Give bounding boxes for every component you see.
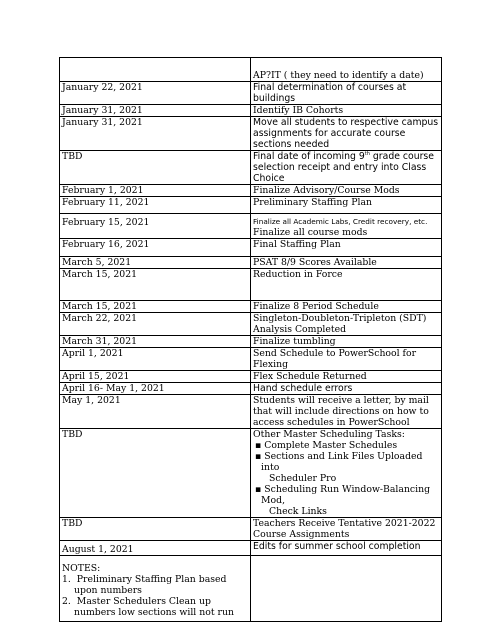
task-heading: Other Master Scheduling Tasks: <box>253 429 405 440</box>
task-cell: Students will receive a letter, by mail that will include directions on how to access schedules in PowerSchool <box>251 395 442 429</box>
task-cell: Final Staffing Plan <box>251 239 442 257</box>
date-cell: January 22, 2021 <box>60 82 251 105</box>
date-cell: April 15, 2021 <box>60 371 251 383</box>
notes-item <box>62 596 248 618</box>
date-cell: TBD <box>60 151 251 185</box>
notes-row <box>60 556 442 622</box>
table-row <box>60 239 442 257</box>
date-cell: February 1, 2021 <box>60 185 251 197</box>
bullet-icon: ▪ <box>255 440 262 451</box>
header-date-cell <box>60 58 251 82</box>
task-cell: Finalize tumbling <box>251 336 442 348</box>
task-cell: Send Schedule to PowerSchool for Flexing <box>251 348 442 371</box>
notes-item-number: 2. <box>62 596 71 607</box>
date-cell: March 5, 2021 <box>60 257 251 269</box>
table-row <box>60 185 442 197</box>
table-row <box>60 269 442 301</box>
task-cell <box>251 214 442 239</box>
bullet-icon: ▪ <box>255 484 262 495</box>
schedule-table <box>59 57 442 622</box>
task-line-2: Finalize all course mods <box>253 227 368 238</box>
bullet-subline: Check Links <box>269 506 327 517</box>
table-row <box>60 518 442 541</box>
task-line-1: Finalize all Academic Labs, Credit recovery, etc. <box>253 217 428 226</box>
bullet-text: Complete Master Schedules <box>264 440 398 451</box>
table-row <box>60 383 442 395</box>
task-cell: Reduction in Force <box>251 269 442 301</box>
task-cell: Move all students to respective campus assignments for accurate course sections needed <box>251 117 442 151</box>
date-cell: May 1, 2021 <box>60 395 251 429</box>
task-cell <box>251 151 442 185</box>
notes-item <box>62 574 248 596</box>
date-cell <box>60 214 251 239</box>
table-row <box>60 395 442 429</box>
table-row <box>60 214 442 239</box>
date-cell: March 31, 2021 <box>60 336 251 348</box>
date-cell: TBD <box>60 429 251 518</box>
task-cell: Final determination of courses at buildings <box>251 82 442 105</box>
task-cell: PSAT 8/9 Scores Available <box>251 257 442 269</box>
date-cell: January 31, 2021 <box>60 105 251 117</box>
date-cell: April 16- May 1, 2021 <box>60 383 251 395</box>
table-row <box>60 336 442 348</box>
notes-empty-cell <box>251 556 442 622</box>
task-cell <box>251 429 442 518</box>
header-task-label: AP?IT ( they need to identify a date) <box>253 70 424 81</box>
task-superscript: th <box>364 150 370 157</box>
notes-item-text: Preliminary Staffing Plan based upon numbers <box>74 574 227 596</box>
date-cell <box>60 541 251 556</box>
notes-cell <box>60 556 251 622</box>
table-row <box>60 371 442 383</box>
table-row <box>60 151 442 185</box>
table-row <box>60 348 442 371</box>
table-row <box>60 301 442 313</box>
bullet-subline: Scheduler Pro <box>269 473 337 484</box>
task-cell: Flex Schedule Returned <box>251 371 442 383</box>
date-cell: March 15, 2021 <box>60 301 251 313</box>
task-bullet <box>253 440 439 451</box>
table-row <box>60 257 442 269</box>
date-cell: March 22, 2021 <box>60 313 251 336</box>
bullet-icon: ▪ <box>255 451 262 462</box>
task-cell: Singleton-Doubleton-Tripleton (SDT) Analysis Completed <box>251 313 442 336</box>
table-row <box>60 105 442 117</box>
date-text: August 1, 2021 <box>62 544 134 555</box>
task-text-pre: Final date of incoming 9 <box>253 151 365 162</box>
task-cell: Edits for summer school completion <box>251 541 442 556</box>
task-cell: Hand schedule errors <box>251 383 442 395</box>
notes-item-number: 1. <box>62 574 71 585</box>
date-cell: February 16, 2021 <box>60 239 251 257</box>
table-row <box>60 117 442 151</box>
date-cell: TBD <box>60 518 251 541</box>
notes-title: NOTES: <box>62 563 101 574</box>
table-row <box>60 313 442 336</box>
task-text-post: grade course selection receipt and entry into Class Choice <box>253 151 434 184</box>
task-bullet <box>253 451 439 484</box>
date-cell: March 15, 2021 <box>60 269 251 301</box>
table-row <box>60 197 442 214</box>
date-cell: February 11, 2021 <box>60 197 251 214</box>
bullet-text: Scheduling Run Window-Balancing Mod, <box>261 484 431 506</box>
table-row <box>60 429 442 518</box>
task-cell: Finalize 8 Period Schedule <box>251 301 442 313</box>
task-cell: Finalize Advisory/Course Mods <box>251 185 442 197</box>
bullet-text: Sections and Link Files Uploaded into <box>261 451 423 473</box>
task-cell: Identify IB Cohorts <box>251 105 442 117</box>
task-cell: Teachers Receive Tentative 2021-2022 Course Assignments <box>251 518 442 541</box>
table-header-row <box>60 58 442 82</box>
date-text: February 15, 2021 <box>62 217 150 228</box>
date-cell: April 1, 2021 <box>60 348 251 371</box>
notes-item-text: Master Schedulers Clean up numbers low sections will not run <box>74 596 234 618</box>
header-task-cell <box>251 58 442 82</box>
task-bullet <box>253 484 439 517</box>
date-cell: January 31, 2021 <box>60 117 251 151</box>
table-row <box>60 541 442 556</box>
table-row <box>60 82 442 105</box>
task-cell: Preliminary Staffing Plan <box>251 197 442 214</box>
